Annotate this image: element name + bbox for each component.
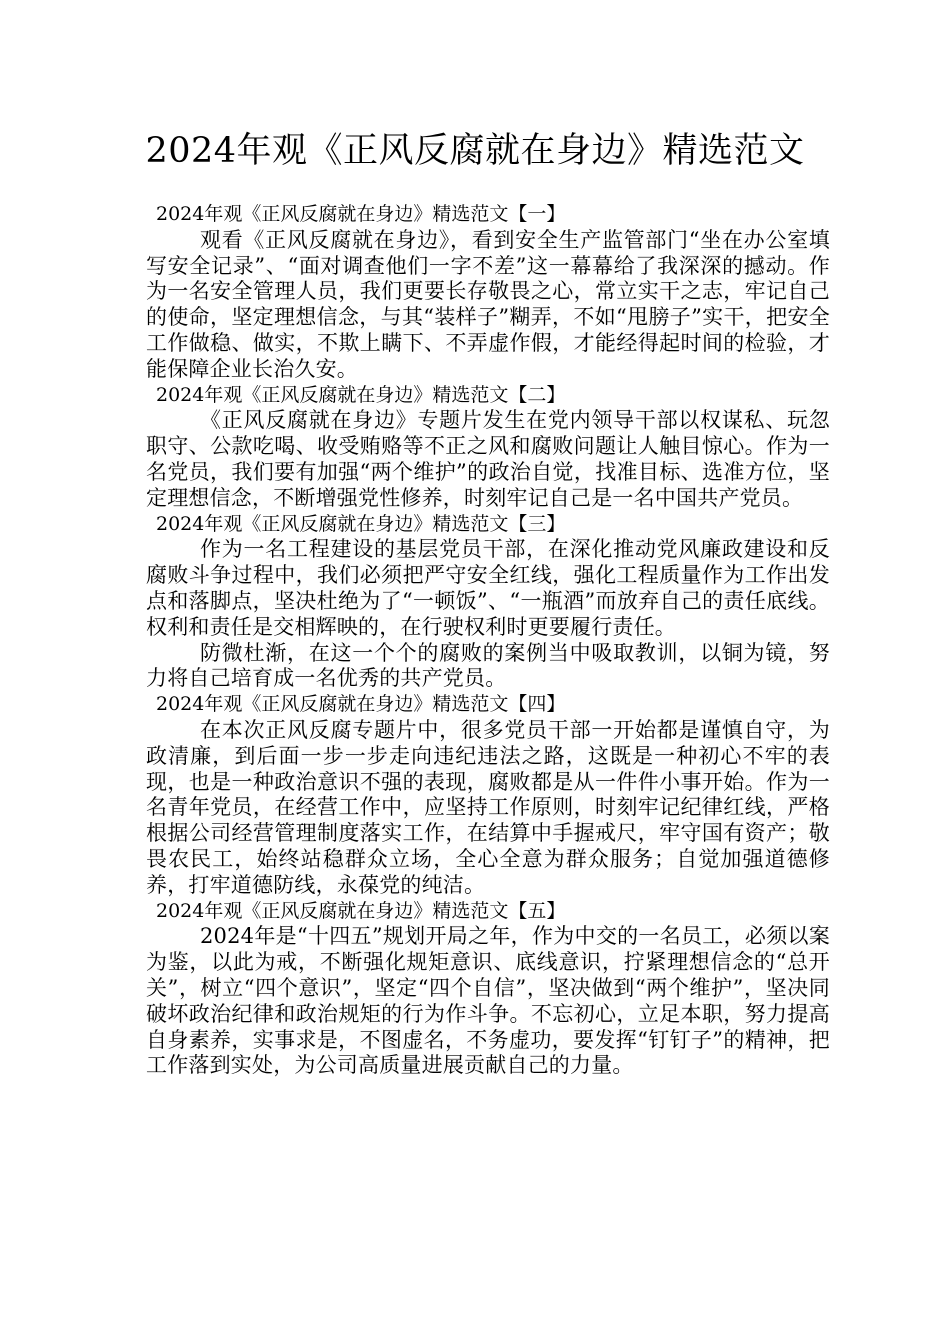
section-2-paragraph-1: 《正风反腐就在身边》专题片发生在党内领导干部以权谋私、玩忽职守、公款吃喝、收受贿赂等不正之风和腐败问题让人触目惊心。作为一名党员，我们要有加强“两个维护”的政治自觉，找准目标、选准方位，坚定理想信念，不断增强党性修养，时刻牢记自己是一名中国共产党员。 (146, 408, 830, 510)
section-heading-1: 2024年观《正风反腐就在身边》精选范文【一】 (156, 203, 566, 225)
section-1-paragraph-1: 观看《正风反腐就在身边》，看到安全生产监管部门“坐在办公室填写安全记录”、“面对调查他们一字不差”这一幕幕给了我深深的撼动。作为一名安全管理人员，我们更要长存敬畏之心，常立实干之志，牢记自己的使命，坚定理想信念，与其“装样子”糊弄，不如“甩膀子”实干，把安全工作做稳、做实，不欺上瞒下、不弄虚作假，才能经得起时间的检验，才能保障企业长治久安。 (146, 227, 830, 381)
document-body (146, 202, 830, 1079)
section-heading-4: 2024年观《正风反腐就在身边》精选范文【四】 (156, 693, 566, 716)
section-heading-5: 2024年观《正风反腐就在身边》精选范文【五】 (156, 899, 566, 922)
section-3-paragraph-2: 防微杜渐，在这一个个的腐败的案例当中吸取教训，以铜为镜，努力将自己培育成一名优秀的共产党员。 (146, 640, 830, 691)
section-4-paragraph-1: 在本次正风反腐专题片中，很多党员干部一开始都是谨慎自守，为政清廉，到后面一步一步走向违纪违法之路，这既是一种初心不牢的表现，也是一种政治意识不强的表现，腐败都是从一件件小事开始。作为一名青年党员，在经营工作中，应坚持工作原则，时刻牢记纪律红线，严格根据公司经营管理制度落实工作，在结算中手握戒尺，牢守国有资产；敬畏农民工，始终站稳群众立场，全心全意为群众服务；自觉加强道德修养，打牢道德防线，永葆党的纯洁。 (146, 717, 830, 897)
document-title: 2024年观《正风反腐就在身边》精选范文 (145, 131, 805, 171)
section-3-paragraph-1: 作为一名工程建设的基层党员干部，在深化推动党风廉政建设和反腐败斗争过程中，我们必须把严守安全红线，强化工程质量作为工作出发点和落脚点，坚决杜绝为了“一顿饭”、“一瓶酒”而放弃自己的责任底线。权利和责任是交相辉映的，在行驶权利时更要履行责任。 (146, 537, 830, 639)
section-heading-3: 2024年观《正风反腐就在身边》精选范文【三】 (156, 512, 566, 535)
section-5-paragraph-1: 2024年是“十四五”规划开局之年，作为中交的一名员工，必须以案为鉴，以此为戒，不断强化规矩意识、底线意识，拧紧理想信念的“总开关”，树立“四个意识”，坚定“四个自信”，坚决做到“两个维护”，坚决同破坏政治纪律和政治规矩的行为作斗争。不忘初心，立足本职，努力提高自身素养，实事求是，不图虚名，不务虚功，要发挥“钉钉子”的精神，把工作落到实处，为公司高质量进展贡献自己的力量。 (146, 924, 830, 1078)
section-heading-2: 2024年观《正风反腐就在身边》精选范文【二】 (156, 383, 566, 406)
